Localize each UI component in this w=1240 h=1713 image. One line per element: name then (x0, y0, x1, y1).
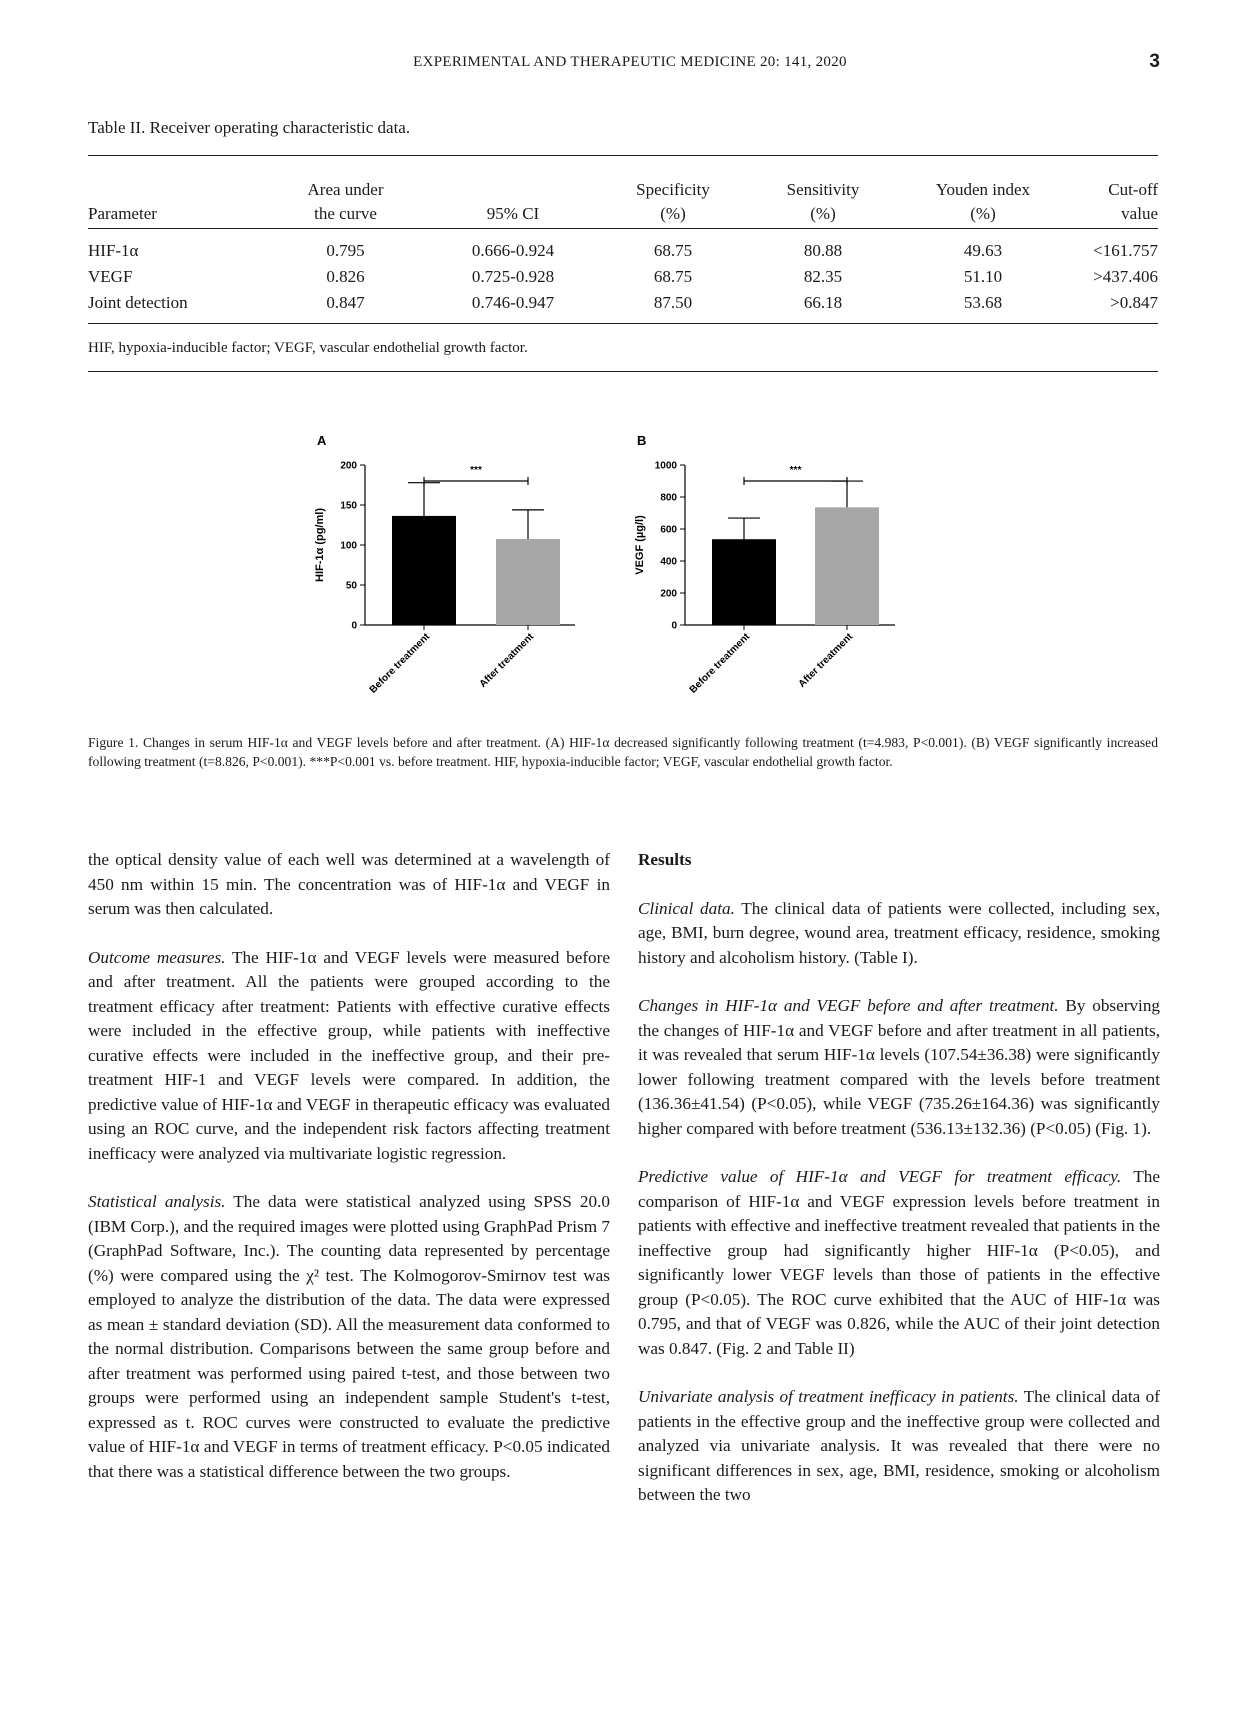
paragraph: the optical density value of each well was determined at a wavelength of 450 nm within 15 min. The concentration was of HIF-1α and VEGF in serum was then calculated. (88, 850, 610, 918)
right-column (638, 848, 1160, 1532)
bar (712, 539, 776, 625)
paragraph: Statistical analysis. The data were statistical analyzed using SPSS 20.0 (IBM Corp.), and the required images were plotted using GraphPad Prism 7 (GraphPad Software, Inc.). The counting data represented by percentage (%) were compared using the χ² test. The Kolmogorov-Smirnov test was employed to analyze the distribution of the data. The data were expressed as mean ± standard deviation (SD). All the measurement data conformed to the normal distribution. Comparisons between the same group before and after treatment was performed using paired t-test, and those between two groups were performed using an independent sample Student's t-test, expressed as t. ROC curves were constructed to evaluate the predictive value of HIF-1α and VEGF in terms of treatment efficacy. P<0.05 indicated that there was a statistical difference between the two groups. (88, 1192, 610, 1481)
figure-1 (280, 425, 920, 725)
journal-title: EXPERIMENTAL AND THERAPEUTIC MEDICINE 20: 141, 2020 (413, 54, 847, 70)
paragraph: Clinical data. The clinical data of patients were collected, including sex, age, BMI, burn degree, wound area, treatment efficacy, residence, smoking history and alcoholism history. (Table I). (638, 898, 1160, 967)
table-row (88, 290, 1158, 316)
table-cell: Joint detection (88, 293, 188, 312)
table-cell: 0.847 (326, 293, 365, 312)
paragraph: Univariate analysis of treatment inefficacy in patients. The clinical data of patients in the effective group and the ineffective group were collected and analyzed via univariate analysis. It was revealed that there were no significant differences in sex, age, BMI, residence, smoking or alcoholism between the two (638, 1387, 1160, 1504)
bar-charts (280, 425, 920, 725)
runin-heading: Outcome measures. (88, 947, 226, 967)
y-tick-label: 1000 (654, 460, 677, 472)
y-tick-label: 200 (660, 588, 677, 600)
table-cell: 0.795 (326, 241, 365, 260)
table-cell: 0.826 (326, 267, 365, 286)
header-cutoff: Cut-off value (1108, 180, 1158, 223)
y-tick-label: 100 (340, 540, 357, 552)
header-ci: 95% CI (486, 204, 540, 223)
y-axis-label: VEGF (µg/l) (634, 515, 646, 575)
panel-label: B (637, 433, 647, 448)
table-cell: 68.75 (653, 241, 693, 260)
significance-label: *** (470, 465, 482, 476)
bar (815, 507, 879, 625)
left-column (88, 848, 610, 1508)
table-cell: 0.746-0.947 (471, 293, 555, 312)
paragraph: Outcome measures. The HIF-1α and VEGF levels were measured before and after treatment. All the patients were grouped according to the treatment efficacy after treatment: Patients with effective curative effects were included in the effective group, while patients with ineffective curative effects were included in the ineffective group, and their pre-treatment HIF-1 and VEGF levels were compared. In addition, the predictive value of HIF-1α and VEGF in therapeutic efficacy was evaluated using an ROC curve, and the independent risk factors affecting treatment inefficacy were analyzed via multivariate logistic regression. (88, 947, 610, 1163)
table-caption: Table II. Receiver operating characteristic data. (88, 118, 411, 137)
x-tick-label: After treatment (796, 631, 856, 690)
page-number: 3 (1149, 51, 1160, 72)
bar (496, 539, 560, 625)
table-row (88, 264, 1158, 290)
table-cell: VEGF (88, 267, 133, 286)
y-tick-label: 200 (340, 460, 357, 472)
table-cell: >0.847 (1110, 293, 1158, 312)
table-row (88, 226, 1158, 264)
table-cell: 87.50 (653, 293, 693, 312)
runin-heading: Changes in HIF-1α and VEGF before and after treatment. (638, 996, 1059, 1015)
table-bottom-rule (88, 323, 1158, 324)
x-tick-label: After treatment (477, 631, 537, 690)
figure-caption: Figure 1. Changes in serum HIF-1α and VEGF levels before and after treatment. (A) HIF-1α decreased significantly following treatment (t=4.983, P<0.001). (B) VEGF significantly increased following treatment (t=8.826, P<0.001). ***P<0.001 vs. before treatment. HIF, hypoxia-inducible factor; VEGF, vascular endothelial growth factor. (88, 735, 1158, 769)
runin-heading: Statistical analysis. (88, 1192, 226, 1211)
panel-label: A (317, 433, 327, 448)
table-header-row (88, 162, 1158, 226)
y-tick-label: 150 (340, 500, 357, 512)
y-tick-label: 50 (345, 580, 357, 592)
table-cell: 51.10 (963, 267, 1003, 286)
header-sensitivity: Sensitivity (%) (786, 180, 860, 223)
table-cell: HIF-1α (88, 241, 139, 260)
significance-label: *** (789, 465, 802, 476)
paragraph: Changes in HIF-1α and VEGF before and after treatment. By observing the changes of HIF-1α and VEGF before and after treatment in all patients, it was revealed that serum HIF-1α levels (107.54±36.38) were significantly lower following treatment compared with the levels before treatment (136.36±41.54) (P<0.05), while VEGF (735.26±164.36) was significantly higher compared with before treatment (536.13±132.36) (P<0.05) (Fig. 1). (638, 996, 1161, 1138)
table-footnote: HIF, hypoxia-inducible factor; VEGF, vascular endothelial growth factor. (88, 340, 528, 356)
roc-table (88, 162, 1158, 316)
y-tick-label: 600 (660, 524, 677, 536)
table-cell: 80.88 (803, 241, 843, 260)
runin-heading: Univariate analysis of treatment inefficacy in patients. (638, 1387, 1019, 1406)
header-auc: Area under the curve (307, 180, 384, 223)
y-axis-label: HIF-1α (pg/ml) (314, 508, 326, 582)
header-parameter: Parameter (88, 204, 157, 223)
table-cell: 0.725-0.928 (471, 267, 555, 286)
y-tick-label: 400 (660, 556, 677, 568)
y-tick-label: 0 (351, 620, 357, 632)
runin-heading: Clinical data. (638, 898, 735, 918)
section-heading: Results (638, 850, 692, 869)
header-specificity: Specificity (%) (636, 180, 710, 223)
table-cell: 68.75 (653, 267, 693, 286)
x-tick-label: Before treatment (687, 631, 753, 696)
table-cell: >437.406 (1093, 267, 1158, 286)
table-cell: 82.35 (803, 267, 843, 286)
table-cell: <161.757 (1093, 241, 1158, 260)
bar (392, 516, 456, 625)
table-cell: 0.666-0.924 (471, 241, 555, 260)
x-tick-label: Before treatment (367, 631, 433, 696)
runin-heading: Predictive value of HIF-1α and VEGF for treatment efficacy. (638, 1167, 1122, 1186)
footnote-rule (88, 371, 1158, 372)
table-cell: 49.63 (963, 241, 1003, 260)
table-cell: 53.68 (963, 293, 1003, 312)
paragraph: Predictive value of HIF-1α and VEGF for treatment efficacy. The comparison of HIF-1α and VEGF expression levels before treatment in patients with effective and ineffective treatment revealed that patients in the ineffective group had significantly higher HIF-1α (P<0.05), and significantly lower VEGF levels than those of patients in the effective group (P<0.05). The ROC curve exhibited that the AUC of HIF-1α was 0.795, and that of VEGF was 0.826, while the AUC of their joint detection was 0.847. (Fig. 2 and Table II) (638, 1167, 1160, 1358)
header-youden: Youden index (%) (935, 180, 1031, 223)
table-top-rule (88, 155, 1158, 156)
table-cell: 66.18 (803, 293, 843, 312)
y-tick-label: 800 (660, 492, 677, 504)
y-tick-label: 0 (671, 620, 677, 632)
